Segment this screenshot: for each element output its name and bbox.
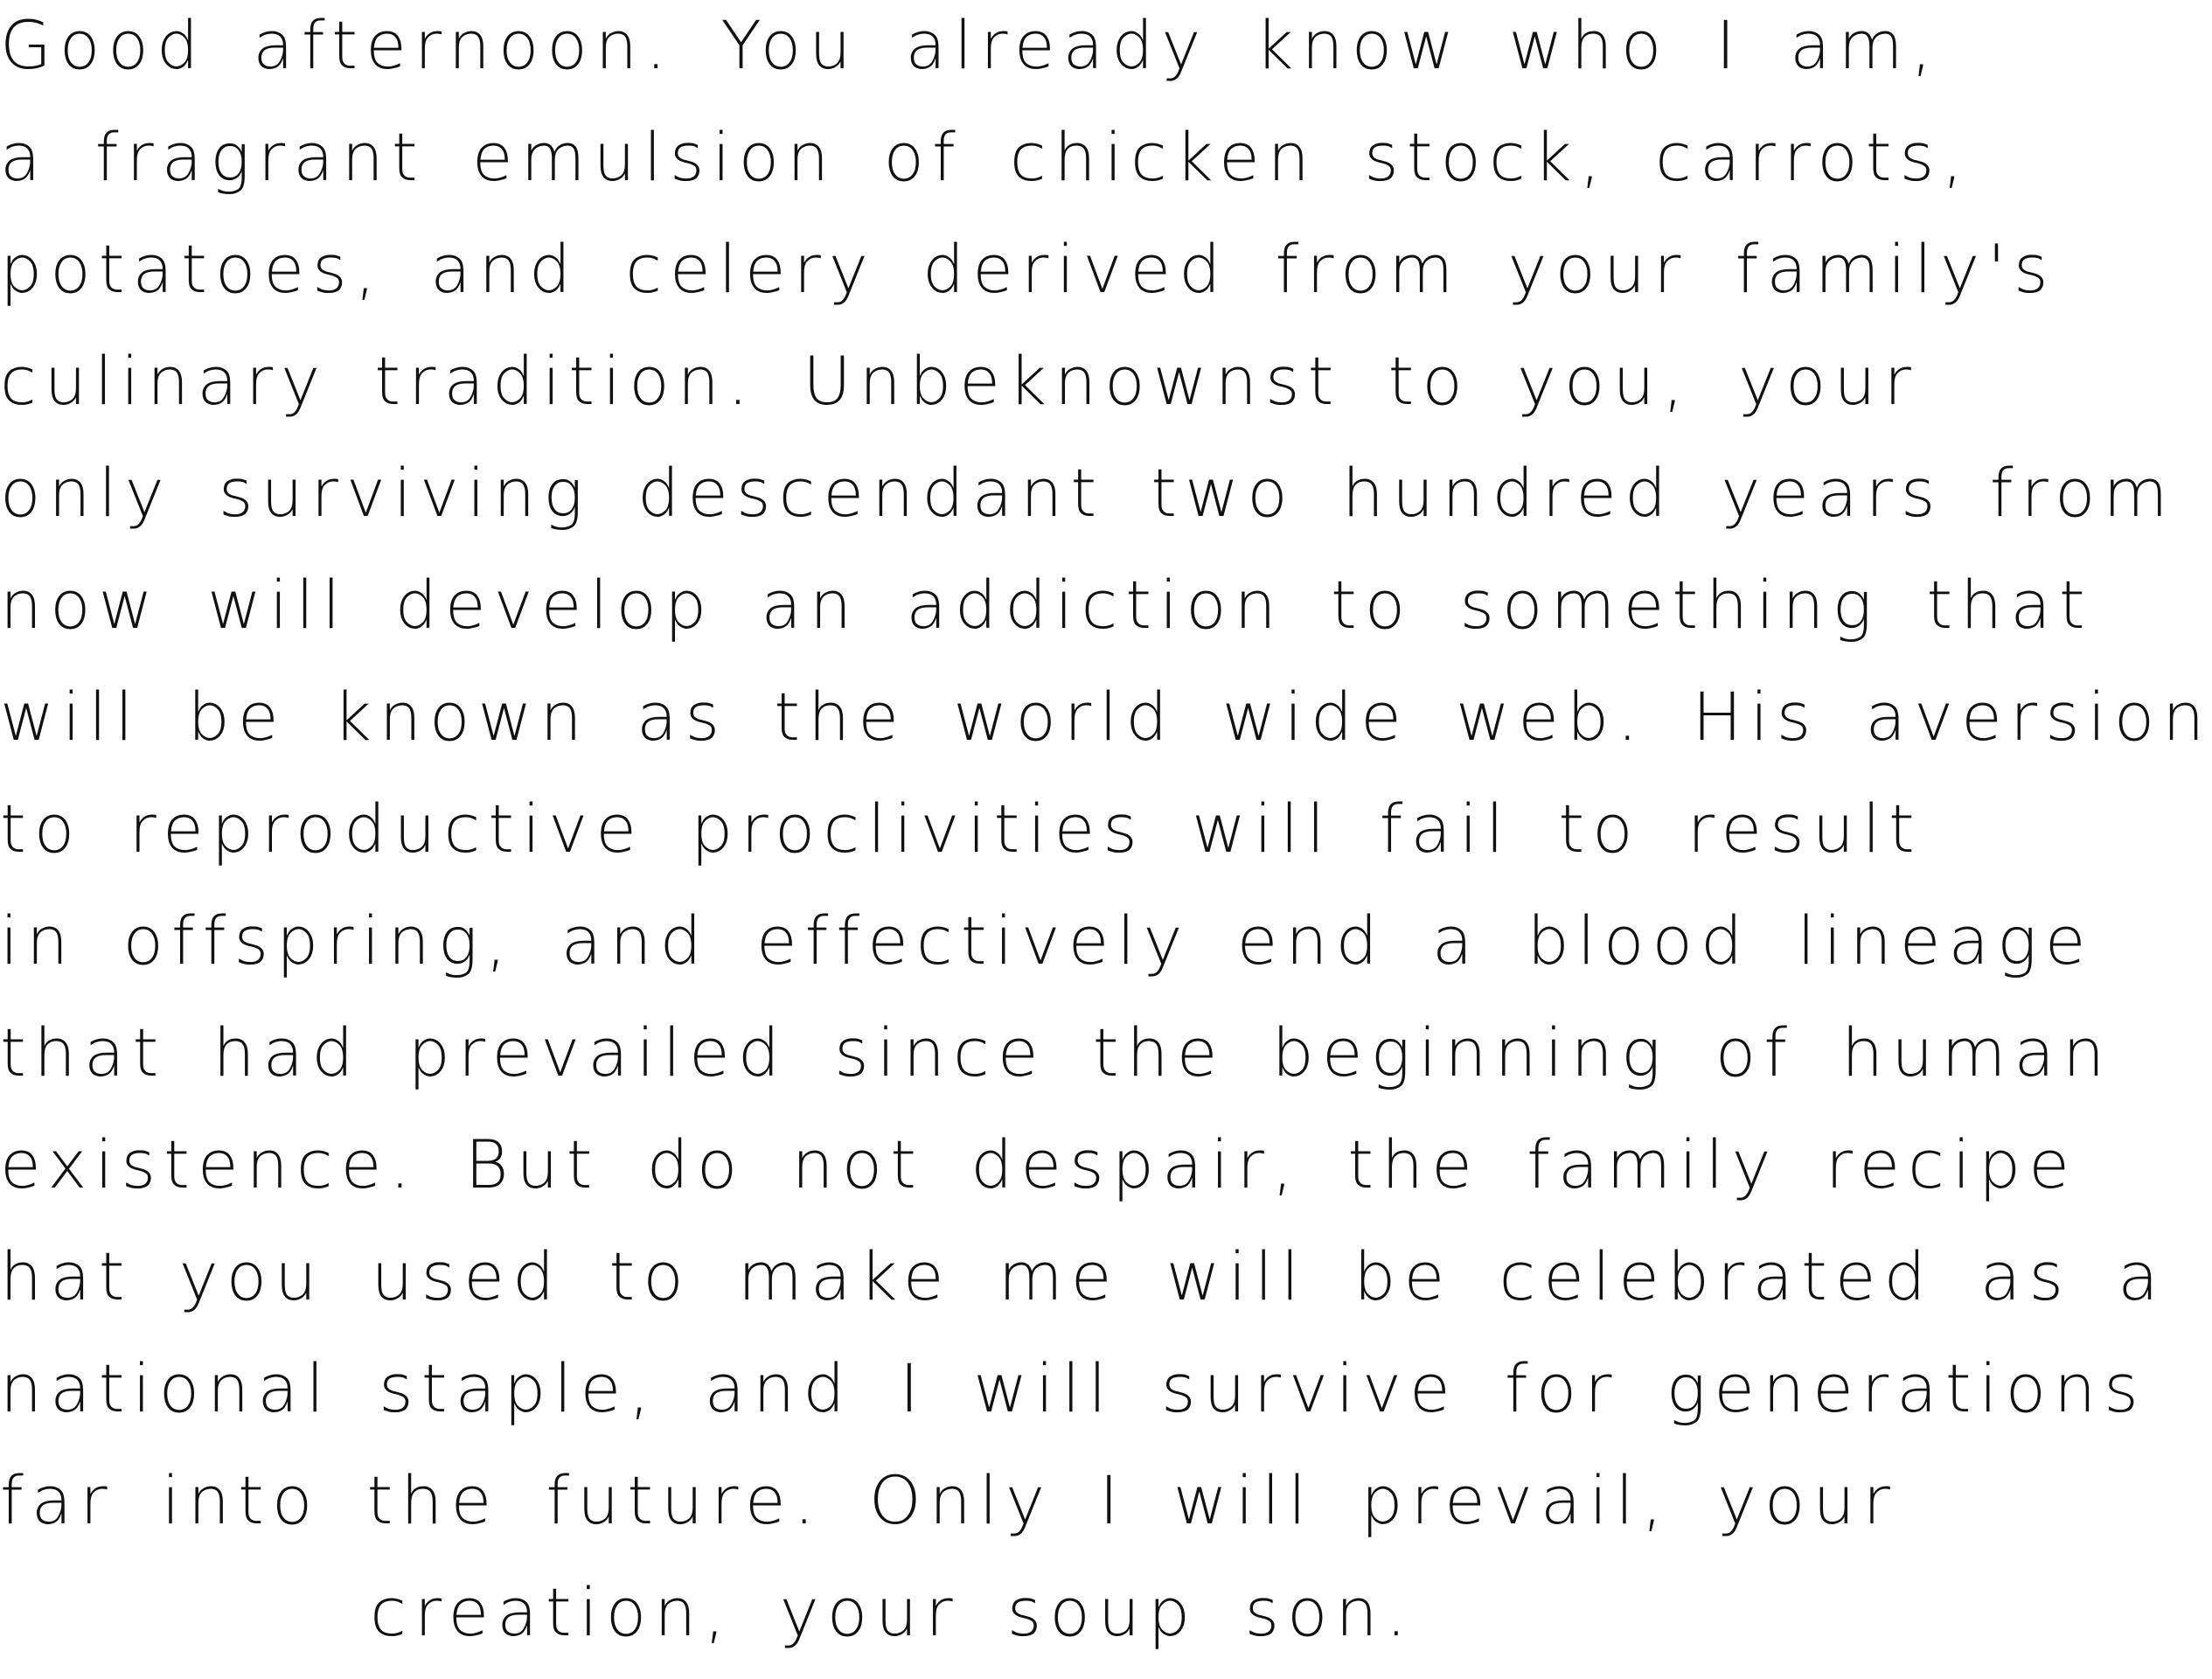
text-line-6: now will develop an addiction to something that (0, 566, 2093, 644)
text-line-9: in offspring, and effectively end a blood lineage (0, 902, 2094, 979)
text-line-12: hat you used to make me will be celebrated as a (0, 1237, 2167, 1315)
text-line-5: only surviving descendant two hundred years from (0, 454, 2176, 532)
text-line-1: Good afternoon. You already know who I am, (0, 6, 1940, 84)
text-line-15: creation, your soup son. (370, 1573, 1415, 1651)
text-line-11: existence. But do not despair, the family recipe (0, 1125, 2078, 1203)
text-line-2: a fragrant emulsion of chicken stock, carrots, (0, 118, 1972, 196)
text-line-7: will be known as the world wide web. His aversion (0, 678, 2212, 756)
text-line-4: culinary tradition. Unbeknownst to you, your (0, 342, 1919, 420)
text-line-13: national staple, and I will survive for generations (0, 1349, 2146, 1427)
text-line-8: to reproductive proclivities will fail to result (0, 790, 1923, 867)
text-line-3: potatoes, and celery derived from your family's (0, 230, 2056, 308)
text-line-10: that had prevailed since the beginning of human (0, 1014, 2113, 1091)
text-line-14: far into the future. Only I will prevail, your (0, 1461, 1898, 1539)
